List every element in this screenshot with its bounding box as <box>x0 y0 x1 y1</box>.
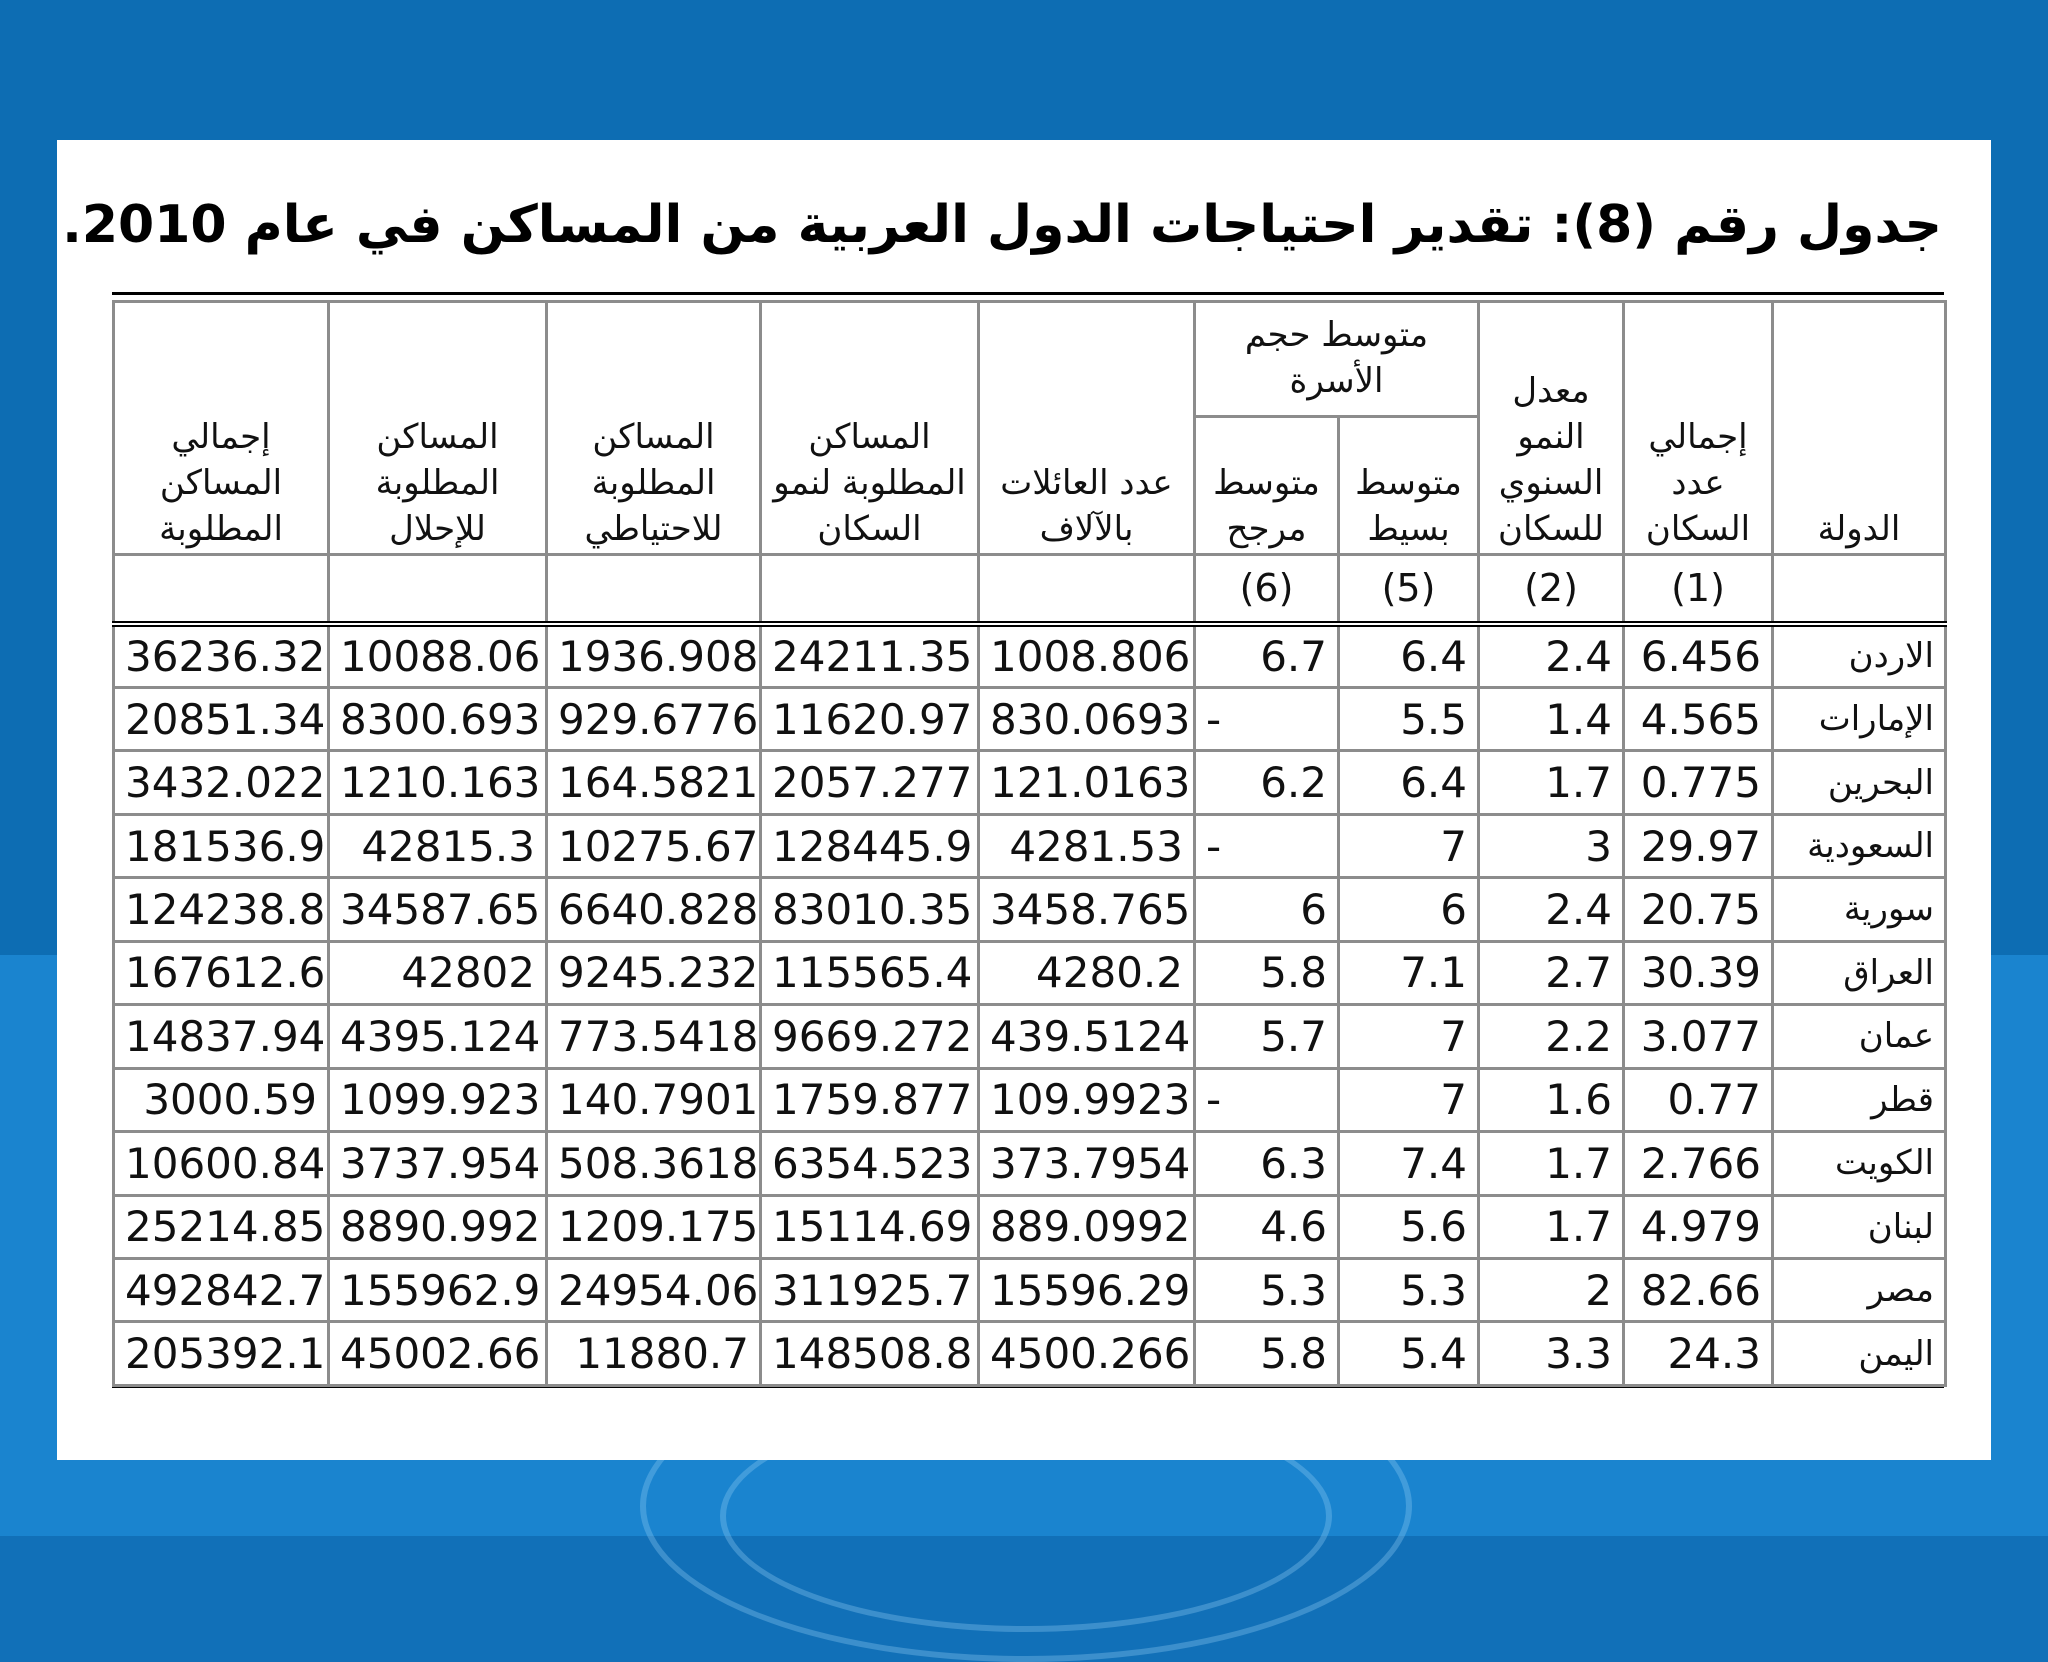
cell-reserve-housing: 140.7901 <box>547 1068 761 1131</box>
cell-reserve-housing: 9245.232 <box>547 941 761 1004</box>
cell-total-housing: 181536.9 <box>114 814 329 877</box>
table-row <box>114 751 1946 814</box>
cell-replacement-housing: 4395.124 <box>329 1005 547 1068</box>
cell-replacement-housing: 34587.65 <box>329 878 547 941</box>
cell-reserve-housing: 24954.06 <box>547 1258 761 1321</box>
header-growth-housing: المساكن المطلوبة لنمو السكان <box>761 302 979 555</box>
table-row <box>114 624 1946 687</box>
cell-growth: 1.6 <box>1479 1068 1624 1131</box>
table-row <box>114 814 1946 877</box>
table-row <box>114 1068 1946 1131</box>
cell-family-simple: 6 <box>1339 878 1479 941</box>
cell-family-weighted: - <box>1195 687 1339 750</box>
code-population: (1) <box>1624 554 1773 624</box>
cell-growth-housing: 1759.877 <box>761 1068 979 1131</box>
cell-population: 20.75 <box>1624 878 1773 941</box>
header-row <box>114 302 1946 417</box>
cell-population: 0.77 <box>1624 1068 1773 1131</box>
cell-households: 830.0693 <box>979 687 1195 750</box>
cell-country: الاردن <box>1773 624 1946 687</box>
cell-growth-housing: 128445.9 <box>761 814 979 877</box>
table-row <box>114 1258 1946 1321</box>
cell-total-housing: 14837.94 <box>114 1005 329 1068</box>
cell-growth: 3.3 <box>1479 1322 1624 1386</box>
cell-population: 2.766 <box>1624 1132 1773 1195</box>
cell-country: البحرين <box>1773 751 1946 814</box>
header-family-size-group: متوسط حجم الأسرة <box>1195 302 1479 417</box>
cell-growth-housing: 148508.8 <box>761 1322 979 1386</box>
cell-total-housing: 25214.85 <box>114 1195 329 1258</box>
cell-reserve-housing: 164.5821 <box>547 751 761 814</box>
table-row <box>114 878 1946 941</box>
cell-country: الكويت <box>1773 1132 1946 1195</box>
cell-growth: 1.7 <box>1479 751 1624 814</box>
table-row <box>114 687 1946 750</box>
cell-growth: 2.4 <box>1479 624 1624 687</box>
cell-family-simple: 5.3 <box>1339 1258 1479 1321</box>
cell-growth: 2.2 <box>1479 1005 1624 1068</box>
code-cell <box>329 554 547 624</box>
cell-reserve-housing: 929.6776 <box>547 687 761 750</box>
code-cell <box>979 554 1195 624</box>
cell-growth-housing: 311925.7 <box>761 1258 979 1321</box>
cell-family-simple: 7.4 <box>1339 1132 1479 1195</box>
cell-family-weighted: 5.7 <box>1195 1005 1339 1068</box>
cell-reserve-housing: 508.3618 <box>547 1132 761 1195</box>
cell-family-simple: 5.6 <box>1339 1195 1479 1258</box>
header-population: إجمالي عدد السكان <box>1624 302 1773 555</box>
cell-replacement-housing: 155962.9 <box>329 1258 547 1321</box>
table-row <box>114 1132 1946 1195</box>
cell-family-weighted: 5.3 <box>1195 1258 1339 1321</box>
header-country: الدولة <box>1773 302 1946 555</box>
cell-population: 4.979 <box>1624 1195 1773 1258</box>
header-total-housing: إجمالي المساكن المطلوبة <box>114 302 329 555</box>
cell-replacement-housing: 42815.3 <box>329 814 547 877</box>
code-cell <box>547 554 761 624</box>
cell-growth: 1.7 <box>1479 1195 1624 1258</box>
cell-households: 15596.29 <box>979 1258 1195 1321</box>
code-cell <box>761 554 979 624</box>
cell-country: قطر <box>1773 1068 1946 1131</box>
cell-total-housing: 492842.7 <box>114 1258 329 1321</box>
cell-replacement-housing: 10088.06 <box>329 624 547 687</box>
cell-growth: 2.4 <box>1479 878 1624 941</box>
cell-reserve-housing: 1936.908 <box>547 624 761 687</box>
cell-total-housing: 124238.8 <box>114 878 329 941</box>
cell-family-weighted: 6 <box>1195 878 1339 941</box>
cell-reserve-housing: 11880.7 <box>547 1322 761 1386</box>
cell-family-weighted: 5.8 <box>1195 941 1339 1004</box>
cell-households: 1008.806 <box>979 624 1195 687</box>
table-row <box>114 1322 1946 1386</box>
cell-family-simple: 7 <box>1339 1005 1479 1068</box>
cell-country: سورية <box>1773 878 1946 941</box>
cell-family-weighted: 6.3 <box>1195 1132 1339 1195</box>
cell-total-housing: 36236.32 <box>114 624 329 687</box>
cell-total-housing: 205392.1 <box>114 1322 329 1386</box>
code-cell <box>114 554 329 624</box>
title-underline <box>112 292 1944 295</box>
cell-growth-housing: 11620.97 <box>761 687 979 750</box>
cell-population: 4.565 <box>1624 687 1773 750</box>
cell-growth: 2.7 <box>1479 941 1624 1004</box>
cell-country: السعودية <box>1773 814 1946 877</box>
cell-family-simple: 7.1 <box>1339 941 1479 1004</box>
column-codes-row <box>114 554 1946 624</box>
header-growth-rate: معدل النمو السنوي للسكان <box>1479 302 1624 555</box>
cell-replacement-housing: 45002.66 <box>329 1322 547 1386</box>
cell-family-weighted: 5.8 <box>1195 1322 1339 1386</box>
cell-growth: 2 <box>1479 1258 1624 1321</box>
cell-households: 4500.266 <box>979 1322 1195 1386</box>
cell-population: 0.775 <box>1624 751 1773 814</box>
header-family-weighted: متوسط مرجح <box>1195 416 1339 554</box>
cell-total-housing: 3432.022 <box>114 751 329 814</box>
table-body <box>114 624 1946 1386</box>
cell-reserve-housing: 6640.828 <box>547 878 761 941</box>
cell-growth-housing: 6354.523 <box>761 1132 979 1195</box>
cell-family-weighted: - <box>1195 1068 1339 1131</box>
code-cell <box>1773 554 1946 624</box>
code-family-simple: (5) <box>1339 554 1479 624</box>
cell-family-weighted: 6.2 <box>1195 751 1339 814</box>
cell-country: الإمارات <box>1773 687 1946 750</box>
cell-replacement-housing: 8890.992 <box>329 1195 547 1258</box>
code-growth-rate: (2) <box>1479 554 1624 624</box>
cell-growth-housing: 2057.277 <box>761 751 979 814</box>
header-family-simple: متوسط بسيط <box>1339 416 1479 554</box>
cell-reserve-housing: 1209.175 <box>547 1195 761 1258</box>
cell-family-simple: 5.5 <box>1339 687 1479 750</box>
cell-households: 109.9923 <box>979 1068 1195 1131</box>
cell-households: 373.7954 <box>979 1132 1195 1195</box>
cell-growth: 1.7 <box>1479 1132 1624 1195</box>
cell-population: 29.97 <box>1624 814 1773 877</box>
cell-family-simple: 7 <box>1339 1068 1479 1131</box>
cell-family-weighted: 4.6 <box>1195 1195 1339 1258</box>
cell-family-weighted: 6.7 <box>1195 624 1339 687</box>
cell-country: لبنان <box>1773 1195 1946 1258</box>
cell-country: مصر <box>1773 1258 1946 1321</box>
table-title: جدول رقم (8): تقدير احتياجات الدول العربية من المساكن في عام 2010. <box>62 195 1942 255</box>
cell-replacement-housing: 1099.923 <box>329 1068 547 1131</box>
cell-population: 24.3 <box>1624 1322 1773 1386</box>
cell-population: 6.456 <box>1624 624 1773 687</box>
cell-family-simple: 6.4 <box>1339 751 1479 814</box>
cell-replacement-housing: 8300.693 <box>329 687 547 750</box>
cell-country: عمان <box>1773 1005 1946 1068</box>
cell-replacement-housing: 3737.954 <box>329 1132 547 1195</box>
cell-family-simple: 7 <box>1339 814 1479 877</box>
header-households: عدد العائلات بالآلاف <box>979 302 1195 555</box>
cell-growth-housing: 83010.35 <box>761 878 979 941</box>
cell-growth: 1.4 <box>1479 687 1624 750</box>
cell-family-simple: 6.4 <box>1339 624 1479 687</box>
table-row <box>114 1195 1946 1258</box>
cell-growth-housing: 15114.69 <box>761 1195 979 1258</box>
cell-households: 439.5124 <box>979 1005 1195 1068</box>
housing-needs-table <box>112 300 1947 1387</box>
cell-reserve-housing: 10275.67 <box>547 814 761 877</box>
cell-growth-housing: 115565.4 <box>761 941 979 1004</box>
cell-replacement-housing: 42802 <box>329 941 547 1004</box>
cell-total-housing: 10600.84 <box>114 1132 329 1195</box>
cell-family-simple: 5.4 <box>1339 1322 1479 1386</box>
header-replacement-housing: المساكن المطلوبة للإحلال <box>329 302 547 555</box>
cell-households: 4281.53 <box>979 814 1195 877</box>
cell-population: 30.39 <box>1624 941 1773 1004</box>
cell-family-weighted: - <box>1195 814 1339 877</box>
cell-reserve-housing: 773.5418 <box>547 1005 761 1068</box>
code-family-weighted: (6) <box>1195 554 1339 624</box>
cell-country: اليمن <box>1773 1322 1946 1386</box>
table-row <box>114 1005 1946 1068</box>
table-row <box>114 941 1946 1004</box>
header-reserve-housing: المساكن المطلوبة للاحتياطي <box>547 302 761 555</box>
cell-growth-housing: 9669.272 <box>761 1005 979 1068</box>
cell-households: 889.0992 <box>979 1195 1195 1258</box>
cell-households: 4280.2 <box>979 941 1195 1004</box>
cell-replacement-housing: 1210.163 <box>329 751 547 814</box>
cell-growth-housing: 24211.35 <box>761 624 979 687</box>
cell-growth: 3 <box>1479 814 1624 877</box>
cell-total-housing: 167612.6 <box>114 941 329 1004</box>
cell-total-housing: 20851.34 <box>114 687 329 750</box>
cell-population: 82.66 <box>1624 1258 1773 1321</box>
cell-households: 3458.765 <box>979 878 1195 941</box>
cell-population: 3.077 <box>1624 1005 1773 1068</box>
cell-total-housing: 3000.59 <box>114 1068 329 1131</box>
cell-country: العراق <box>1773 941 1946 1004</box>
cell-households: 121.0163 <box>979 751 1195 814</box>
